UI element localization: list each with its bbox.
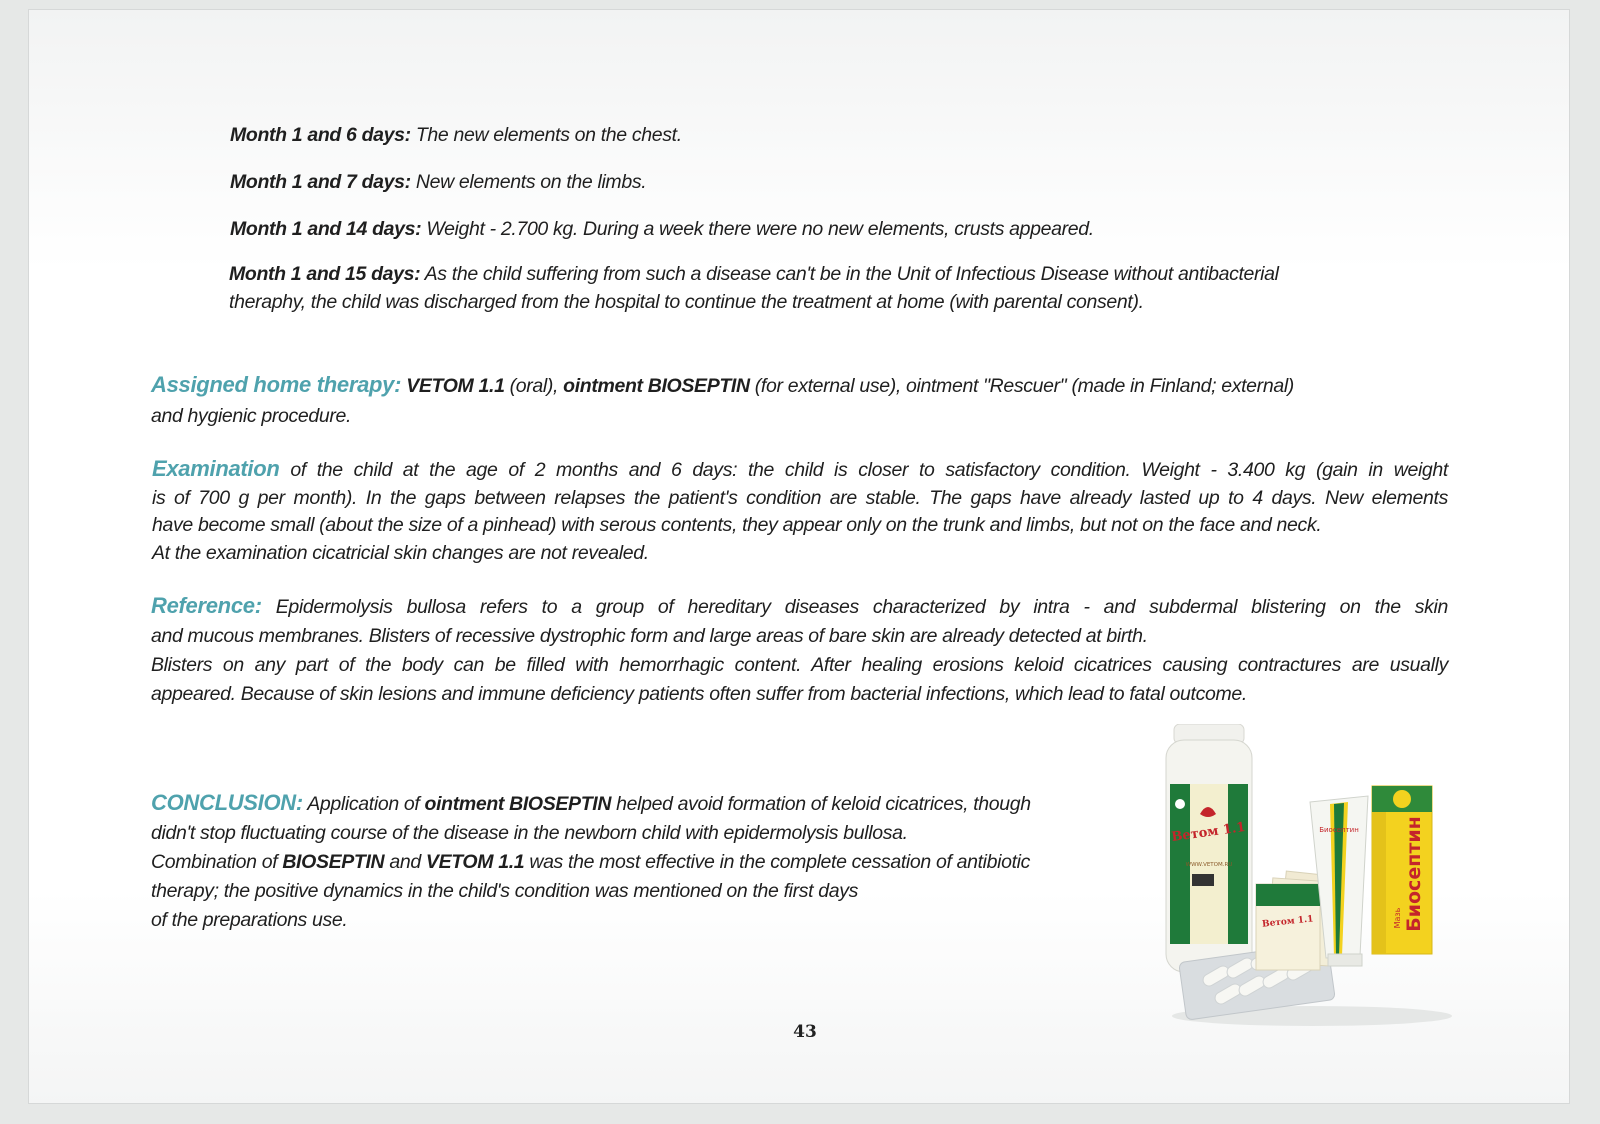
reference-paragraph: Reference: Epidermolysis bullosa refers to a group of hereditary diseases characterized by intra - and subdermal blistering on the skin and mucous membranes. Blisters of recessive dystrophic form and large areas of bare skin are already detected at birth. Blisters on any part of the body can be filled with hemorrhagic content. After healing erosions keloid cicatrices causing contractures are usually appeared. Because of skin lesions and immune deficiency patients often suffer from bacterial infections, which lead to fatal outcome. — [151, 593, 1448, 705]
note-month1-7: Month 1 and 7 days: New elements on the limbs. — [230, 171, 647, 193]
vetom-jar — [1166, 724, 1252, 972]
product-photo — [1162, 724, 1460, 1034]
note-month1-14: Month 1 and 14 days: Weight - 2.700 kg. During a week there were no new elements, crusts appeared. — [230, 218, 1094, 240]
home-therapy-heading: Assigned home therapy: — [151, 372, 402, 397]
box-label: Биосептин — [1403, 816, 1425, 932]
jar-url: WWW.VETOM.RU — [1185, 862, 1233, 868]
conclusion-heading: CONCLUSION: — [151, 790, 303, 815]
note-month1-6: Month 1 and 6 days: The new elements on the chest. — [230, 124, 682, 146]
box-sublabel: Мазь — [1393, 907, 1402, 929]
sachet-label: Ветом 1.1 — [1261, 914, 1314, 930]
reference-heading: Reference: — [151, 593, 262, 618]
tube-label: Биосептин — [1319, 826, 1359, 834]
bioseptin-box — [1372, 786, 1432, 954]
page-number: 43 — [793, 1022, 817, 1042]
jar-label: Ветом 1.1 — [1170, 819, 1247, 846]
examination-heading: Examination — [152, 456, 280, 481]
note-month1-15: Month 1 and 15 days: As the child suffering from such a disease can't be in the Unit of Infectious Disease without antibacterial theraphy, the child was discharged from the hospital to continue the treatment at home (with parental consent). — [229, 263, 1279, 313]
examination-paragraph: Examination of the child at the age of 2 months and 6 days: the child is closer to satisfactory condition. Weight - 3.400 kg (gain in weight is of 700 g per month). In the gaps between relapses the patient's condition are stable. The gaps have already lasted up to 4 days. New elements have become small (about the size of a pinhead) with serous contents, they appear only on the trunk and limbs, but not on the face and neck. At the examination cicatricial skin changes are not revealed. — [152, 456, 1448, 564]
home-therapy-paragraph: Assigned home therapy: VETOM 1.1 (oral), ointment BIOSEPTIN (for external use), ointment "Rescuer" (made in Finland; external) and hygienic procedure. — [151, 372, 1294, 427]
conclusion-paragraph: CONCLUSION: Application of ointment BIOSEPTIN helped avoid formation of keloid cicatrices, though didn't stop fluctuating course of the disease in the newborn child with epidermolysis bullosa. Combination of BIOSEPTIN and VETOM 1.1 was the most effective in the complete cessation of antibiotic therapy; the positive dynamics in the child's condition was mentioned on the first days of the preparations use. — [151, 790, 1031, 931]
